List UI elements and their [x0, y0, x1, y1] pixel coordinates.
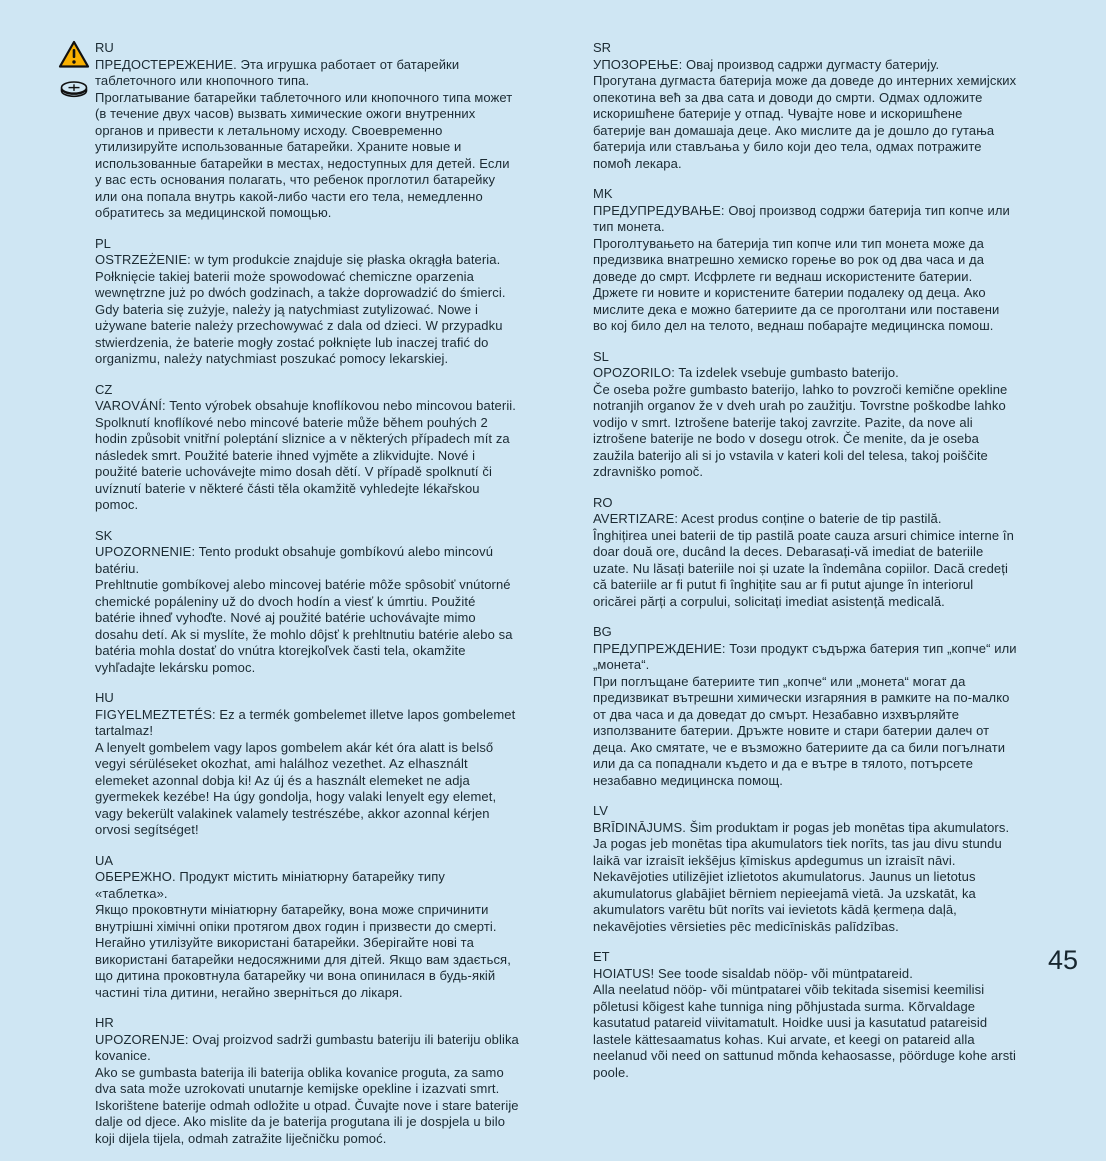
page-number: 45 [1047, 945, 1078, 975]
language-code-sl: SL [593, 348, 609, 364]
section-sk [95, 528, 519, 677]
language-code-hu: HU [95, 690, 114, 705]
warning-icon-stack [57, 40, 91, 103]
warning-body-lv: Ja pogas jeb monētas tipa akumulators tiek norīts, tas jau divu stundu laikā var izraisīt iekšējus ķīmiskus apdegumus un izraisīt nāvi. Nekavējoties utilizējiet izlietotos akumulatorus. Jaunus un lietotus akumulatorus glabājiet bērniem nepieejamā vietā. Ja uzskatāt, ka akumulators varētu būt norīts vai ievietots kādā ķermeņa daļā, nekavējoties vērsieties pēc medicīniskās palīdzības. [593, 836, 1002, 934]
section-hu [95, 690, 519, 839]
section-bg [593, 624, 1017, 789]
warning-headline-et: HOIATUS! See toode sisaldab nööp- või müntpatareid. [593, 965, 913, 981]
language-code-bg: BG [593, 624, 612, 639]
warning-headline-cz: VAROVÁNÍ: Tento výrobek obsahuje knoflíkovou nebo mincovou baterii. [95, 398, 517, 413]
warning-headline-sr: УПОЗОРЕЊЕ: Овај производ садржи дугмасту батерију. [593, 56, 940, 72]
section-ua [95, 853, 519, 1002]
warning-headline-mk: ПРЕДУПРЕДУВАЊЕ: Овој производ содржи батерија тип копче или тип монета. [593, 202, 1010, 234]
language-code-ro: RO [593, 494, 613, 510]
language-code-sk: SK [95, 527, 113, 543]
warning-body-mk: Проголтувањето на батерија тип копче или тип монета може да предизвика внатрешно хемиско горење во рок од два часа и да доведе до смрт. Исфрлете ги веднаш искористените батерии. Држете ги новите и користените батерии подалеку од деца. Ако мислите дека е можно батериите да се проголтани или поставени во кој било дел на телото, веднаш побарајте медицинска помош. [593, 235, 1000, 333]
warning-body-sr: Прогутана дугмаста батерија може да доведе до интерних хемијских опекотина већ за два сата и доводи до смрти. Одмах одложите искоришћене батерије у отпад. Чувајте нове и искоришћене батерије ван домашаја деце. Ако мислите да је дошло до гутања батерија или стављања у било који део тела, одмах потражите помоћ лекара. [593, 73, 1017, 171]
language-code-ua: UA [95, 852, 114, 868]
warning-headline-bg: ПРЕДУПРЕЖДЕНИЕ: Този продукт съдържа батерия тип „копче“ или „монета“. [593, 640, 1017, 672]
section-lv [593, 803, 1017, 935]
language-code-pl: PL [95, 235, 111, 251]
right-column [593, 40, 1017, 1095]
warning-body-cz: Spolknutí knoflíkové nebo mincové baterie může během pouhých 2 hodin způsobit vnitřní poleptání sliznice a v některých případech mít za následek smrt. Použité baterie ihned vyjměte a zlikvidujte. Nové i použité baterie uchovávejte mimo dosah dětí. V případě spolknutí či uvíznutí baterie v některé části těla okamžitě vyhledejte lékařskou pomoc. [95, 414, 510, 512]
section-sl [593, 349, 1017, 481]
warning-body-hu: A lenyelt gombelem vagy lapos gombelem akár két óra alatt is belső vegyi sérüléseket okozhat, ami halálhoz vezethet. Az elhasznált elemeket azonnal dobja ki! Az új és a használt elemeket ne adja gyermekek kezébe! Ha úgy gondolja, hogy valaki lenyelt egy elemet, vagy bekerült valakinek valamely testrészébe, akkor azonnal kérjen orvosi segítséget! [95, 739, 497, 837]
warning-body-et: Alla neelatud nööp- või müntpatarei võib tekitada sisemisi keemilisi põletusi kõigest kahe tunniga ning põhjustada surma. Kõrvaldage kasutatud patareid viivitamatult. Hoidke uusi ja kasutatud patareisid lastele kättesaamatus kohas. Kui arvate, et keegi on patareid alla neelanud või need on sattunud mõnda kehaosasse, pöörduge kohe arsti poole. [593, 982, 1017, 1080]
left-column [95, 40, 519, 1161]
warning-triangle-icon [58, 40, 90, 74]
warning-headline-ro: AVERTIZARE: Acest produs conține o baterie de tip pastilă. [593, 511, 942, 526]
warning-headline-ru: ПРЕДОСТЕРЕЖЕНИЕ. Эта игрушка работает от батарейки таблеточного или кнопочного типа. [95, 56, 460, 88]
warning-headline-lv: BRĪDINĀJUMS. Šim produktam ir pogas jeb monētas tipa akumulators. [593, 819, 1010, 835]
language-code-hr: HR [95, 1015, 114, 1030]
section-mk [593, 186, 1017, 335]
warning-headline-hr: UPOZORENJE: Ovaj proizvod sadrži gumbastu bateriju ili bateriju oblika kovanice. [95, 1031, 519, 1063]
warning-headline-sk: UPOZORNENIE: Tento produkt obsahuje gombíkovú alebo mincovú batériu. [95, 544, 494, 576]
language-code-et: ET [593, 949, 610, 964]
warning-body-ua: Якщо проковтнути мініатюрну батарейку, вона може спричинити внутрішні хімічні опіки протягом двох годин і призвести до смерті. Негайно утилізуйте використані батарейки. Зберігайте нові та використані батарейки недосяжними для дітей. Якщо вам здається, що дитина проковтнула батарейку чи вона опинилася в будь-якій частині тіла дитини, негайно зверніться до лікаря. [95, 902, 511, 1000]
section-cz [95, 382, 519, 514]
warning-body-pl: Połknięcie takiej baterii może spowodować chemiczne oparzenia wewnętrzne już po dwóch godzinach, a także doprowadzić do śmierci. Gdy bateria się zużyje, należy ją natychmiast zutylizować. Nowe i używane baterie należy przechowywać z dala od dzieci. W przypadku stwierdzenia, że baterie mogły zostać połknięte lub inaczej trafić do organizmu, należy natychmiast poszukać pomocy lekarskiej. [95, 268, 506, 366]
warning-headline-pl: OSTRZEŻENIE: w tym produkcie znajduje się płaska okrągła bateria. [95, 252, 501, 267]
warning-body-sk: Prehltnutie gombíkovej alebo mincovej batérie môže spôsobiť vnútorné chemické popáleniny už do dvoch hodín a viesť k úmrtiu. Použité batérie ihneď vyhoďte. Nové aj použité batérie uchovávajte mimo dosahu detí. Ak si myslíte, že mohlo dôjsť k prehltnutiu batérie alebo sa batéria mohla dostať do vnútra ktorejkoľvek časti tela, okamžite vyhľadajte lekársku pomoc. [95, 577, 513, 675]
warning-body-bg: При поглъщане батериите тип „копче“ или „монета“ могат да предизвикат вътрешни химически изгаряния в рамките на по-малко от два часа и да доведат до смърт. Незабавно изхвърляйте използваните батерии. Дръжте новите и стари батерии далеч от деца. Ако смятате, че е възможно батериите да са били погълнати или да са попаднали където и да е вътре в тялото, потърсете незабавно медицинска помощ. [593, 673, 1010, 788]
section-hr [95, 1015, 519, 1147]
language-code-ru: RU [95, 40, 114, 55]
warning-body-ru: Проглатывание батарейки таблеточного или кнопочного типа может (в течение двух часов) вызвать химические ожоги внутренних органов и привести к летальному исходу. Своевременно утилизируйте использованные батарейки. Храните новые и использованные батарейки в местах, недоступных для детей. Если у вас есть основания полагать, что ребенок проглотил батарейку или она попала внутрь какой-либо части его тела, немедленно обратитесь за медицинской помощью. [95, 89, 513, 220]
warning-headline-hu: FIGYELMEZTETÉS: Ez a termék gombelemet illetve lapos gombelemet tartalmaz! [95, 706, 516, 738]
section-sr [593, 40, 1017, 172]
language-code-mk: MK [593, 186, 613, 201]
section-ru [95, 40, 519, 222]
language-code-cz: CZ [95, 381, 113, 397]
section-et [593, 949, 1017, 1081]
warning-body-ro: Înghițirea unei baterii de tip pastilă poate cauza arsuri chimice interne în doar două ore, ducând la deces. Debarasați-vă imediat de bateriile uzate. Nu lăsați bateriile noi și uzate la îndemâna copiilor. Dacă credeți că bateriile ar fi putut fi înghițite sau ar fi putut ajunge în interiorul oricărei părți a corpului, solicitați imediat asistență medicală. [593, 527, 1014, 609]
warning-body-hr: Ako se gumbasta baterija ili baterija oblika kovanice proguta, za samo dva sata može uzrokovati unutarnje kemijske opekline i izazvati smrt. Iskorištene baterije odmah odložite u otpad. Čuvajte nove i stare baterije dalje od djece. Ako mislite da je baterija progutana ili je dospjela u bilo koji dijela tijela, odmah zatražite liječničku pomoć. [95, 1064, 519, 1146]
warning-body-sl: Če oseba požre gumbasto baterijo, lahko to povzroči kemične opekline notranjih organov že v dveh urah po zaužitju. Tovrstne poškodbe lahko vodijo v smrt. Iztrošene baterije takoj zavrzite. Pazite, da nove ali iztrošene baterije ne bodo v dosegu otrok. Če menite, da je oseba zaužila baterijo ali si jo vstavila v kateri koli del telesa, takoj poiščite zdravniško pomoč. [593, 381, 1008, 479]
warning-headline-sl: OPOZORILO: Ta izdelek vsebuje gumbasto baterijo. [593, 365, 899, 380]
language-code-sr: SR [593, 40, 612, 55]
warning-headline-ua: ОБЕРЕЖНО. Продукт містить мініатюрну батарейку типу «таблетка». [95, 869, 445, 901]
section-ro [593, 495, 1017, 611]
coin-battery-icon [59, 80, 89, 103]
language-code-lv: LV [593, 803, 608, 818]
section-pl [95, 236, 519, 368]
